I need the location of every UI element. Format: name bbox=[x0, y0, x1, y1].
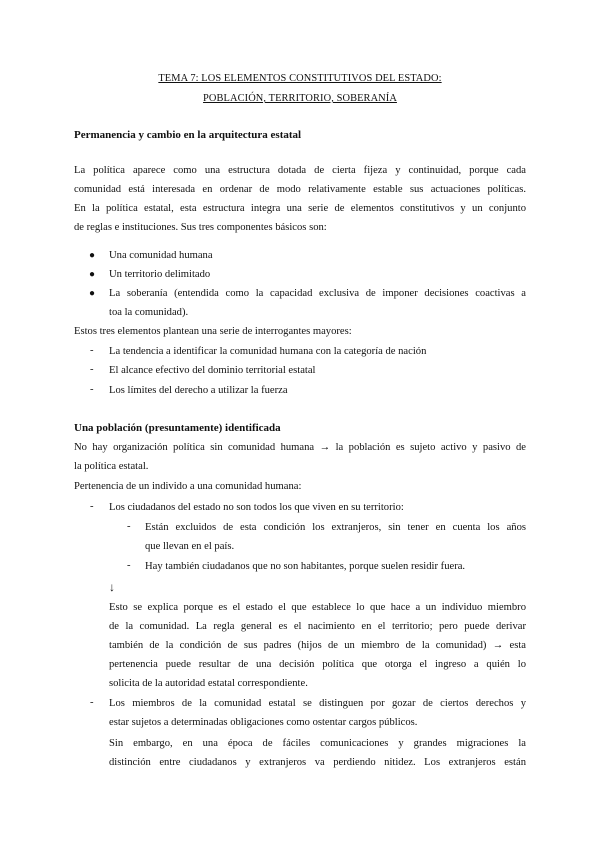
list-item: Una comunidad humana bbox=[109, 250, 213, 261]
bullet-icon: ● bbox=[89, 269, 96, 280]
down-arrow-icon: ↓ bbox=[109, 580, 115, 594]
list-item: Los ciudadanos del estado no son todos los que viven en su territorio: bbox=[109, 502, 404, 513]
dash-marker: - bbox=[90, 364, 94, 375]
sub-list-item: Hay también ciudadanos que no son habitantes, porque suelen residir fuera. bbox=[145, 561, 466, 572]
list-item: Un territorio delimitado bbox=[109, 269, 211, 280]
paragraph-line: también de la condición de sus padres (hijos de un miembro de la comunidad) → esta bbox=[109, 640, 526, 651]
paragraph-line: Pertenencia de un individo a una comunidad humana: bbox=[74, 481, 302, 492]
section-heading-poblacion: Una población (presuntamente) identificada bbox=[74, 422, 281, 434]
list-item: El alcance efectivo del dominio territorial estatal bbox=[109, 365, 316, 376]
paragraph-line: la política estatal. bbox=[74, 461, 149, 472]
list-item: La tendencia a identificar la comunidad humana con la categoría de nación bbox=[109, 346, 427, 357]
dash-marker: - bbox=[90, 345, 94, 356]
bullet-icon: ● bbox=[89, 288, 96, 299]
paragraph-line: No hay organización política sin comunidad humana → la población es sujeto activo y pasivo de bbox=[74, 442, 526, 453]
paragraph-line: Estos tres elementos plantean una serie de interrogantes mayores: bbox=[74, 326, 352, 337]
paragraph-line: solicita de la autoridad estatal correspondiente. bbox=[109, 678, 308, 689]
dash-marker: - bbox=[90, 501, 94, 512]
doc-title-line-1: TEMA 7: LOS ELEMENTOS CONSTITUTIVOS DEL ESTADO: bbox=[158, 73, 442, 84]
list-item-continued: estar sujetos a determinadas obligaciones como ostentar cargos públicos. bbox=[109, 717, 418, 728]
list-item-continued: toa la comunidad). bbox=[109, 307, 189, 318]
paragraph-line: de la comunidad. La regla general es el nacimiento en el territorio; pero puede derivar bbox=[109, 621, 526, 632]
bullet-icon: ● bbox=[89, 250, 96, 261]
paragraph-line: de reglas e instituciones. Sus tres componentes básicos son: bbox=[74, 222, 327, 233]
sub-list-item-continued: que llevan en el país. bbox=[145, 541, 235, 552]
dash-marker: - bbox=[127, 560, 131, 571]
doc-title-line-2: POBLACIÓN, TERRITORIO, SOBERANÍA bbox=[203, 93, 397, 104]
dash-marker: - bbox=[127, 521, 131, 532]
section-heading-arquitectura: Permanencia y cambio en la arquitectura estatal bbox=[74, 129, 302, 141]
paragraph-line: distinción entre ciudadanos y extranjeros va perdiendo nitidez. Los extranjeros están bbox=[109, 757, 526, 768]
dash-marker: - bbox=[90, 697, 94, 708]
sub-list-item: Están excluidos de esta condición los extranjeros, sin tener en cuenta los años bbox=[145, 522, 526, 533]
list-item: Los límites del derecho a utilizar la fuerza bbox=[109, 385, 288, 396]
dash-marker: - bbox=[90, 384, 94, 395]
paragraph-line: La política aparece como una estructura dotada de cierta fijeza y continuidad, porque cada bbox=[74, 165, 526, 176]
paragraph-line: pertenencia puede resultar de una decisión política que otorga el ingreso a quién lo bbox=[109, 659, 526, 670]
paragraph-line: comunidad está interesada en ordenar de modo relativamente estable sus actuaciones políticas. bbox=[74, 184, 526, 195]
list-item: Los miembros de la comunidad estatal se distinguen por gozar de ciertos derechos y bbox=[109, 698, 526, 709]
list-item: La soberanía (entendida como la capacidad exclusiva de imponer decisiones coactivas a bbox=[109, 288, 526, 299]
paragraph-line: Esto se explica porque es el estado el que establece lo que hace a un individuo miembro bbox=[109, 602, 526, 613]
paragraph-line: Sin embargo, en una época de fáciles comunicaciones y grandes migraciones la bbox=[109, 738, 526, 749]
paragraph-line: En la política estatal, esta estructura integra una serie de elementos constitutivos y un conjunto bbox=[74, 203, 526, 214]
